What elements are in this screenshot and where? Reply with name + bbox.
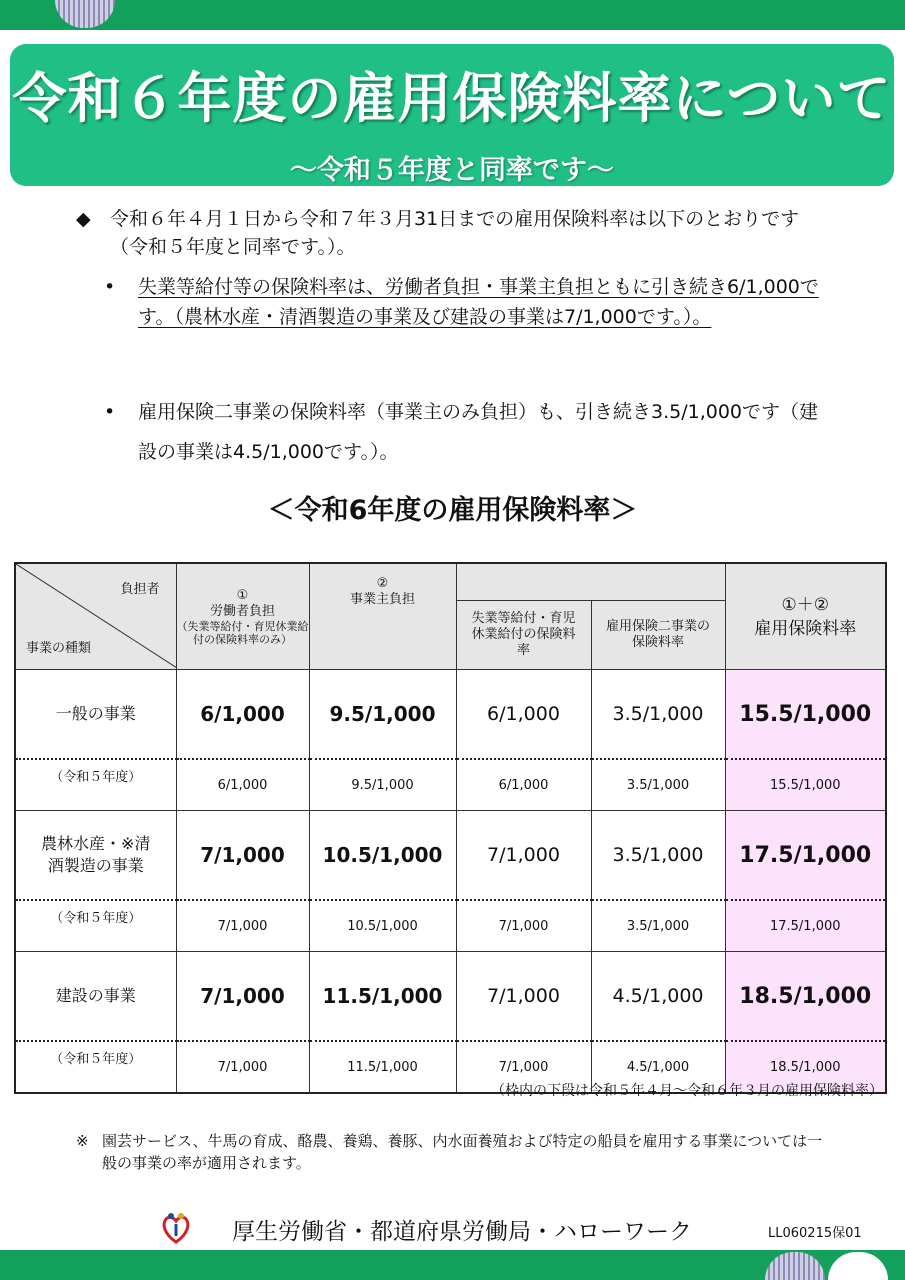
employer-two-projects-rate: 3.5/1,000 <box>591 670 725 760</box>
table-row-general-prev <box>15 759 886 811</box>
bullet-icon: • <box>104 276 116 298</box>
ministry-logo-icon <box>158 1210 194 1246</box>
bullet-item-two-projects-rate <box>104 392 824 472</box>
prev-year-label: （令和５年度） <box>15 1041 176 1093</box>
prev-worker-rate: 6/1,000 <box>176 759 309 811</box>
business-type-label: 事業の種類 <box>26 641 92 656</box>
diamond-icon: ◆ <box>76 208 91 230</box>
total-rate: 17.5/1,000 <box>725 811 886 901</box>
table-title: ＜令和6年度の雇用保険料率＞ <box>267 495 638 526</box>
worker-burden-header <box>176 563 309 670</box>
table-header-row <box>15 563 886 601</box>
business-type-general: 一般の事業 <box>15 670 176 760</box>
employer-burden-header <box>309 563 456 670</box>
employer-two-projects-rate: 4.5/1,000 <box>591 952 725 1042</box>
worker-rate: 6/1,000 <box>176 670 309 760</box>
reference-mark-icon: ※ <box>76 1132 89 1150</box>
bottom-stripe-decoration <box>765 1252 825 1280</box>
employer-unemployment-rate: 6/1,000 <box>456 670 591 760</box>
bottom-bar <box>0 1250 905 1280</box>
bottom-circle-decoration <box>828 1252 888 1280</box>
employer-rate: 10.5/1,000 <box>309 811 456 901</box>
prev-total-rate: 17.5/1,000 <box>725 900 886 952</box>
total-rate-header <box>725 563 886 670</box>
top-bar <box>0 0 905 30</box>
prev-employer-two-projects-rate: 3.5/1,000 <box>591 900 725 952</box>
prev-employer-rate: 9.5/1,000 <box>309 759 456 811</box>
worker-rate: 7/1,000 <box>176 811 309 901</box>
prev-year-label: （令和５年度） <box>15 759 176 811</box>
table-row-general <box>15 670 886 760</box>
period-note: （枠内の下段は令和５年４月～令和６年３月の雇用保険料率） <box>491 1083 883 1099</box>
prev-year-label: （令和５年度） <box>15 900 176 952</box>
prev-total-rate: 18.5/1,000 <box>725 1041 886 1093</box>
bullet-text: 失業等給付等の保険料率は、労働者負担・事業主負担ともに引き続き6/1,000です。（農林水産・清酒製造の事業及び建設の事業は7/1,000です。）。 <box>138 276 819 328</box>
diagonal-header-cell <box>15 563 176 670</box>
document-code: LL060215保01 <box>768 1226 862 1241</box>
table-row-construction <box>15 952 886 1042</box>
footer-organizations: 厚生労働省・都道府県労働局・ハローワーク <box>232 1219 692 1245</box>
prev-employer-rate: 11.5/1,000 <box>309 1041 456 1093</box>
prev-worker-rate: 7/1,000 <box>176 900 309 952</box>
employer-unemployment-header: 失業等給付・育児休業給付の保険料率 <box>456 601 591 670</box>
employer-unemployment-rate: 7/1,000 <box>456 952 591 1042</box>
employer-burden-label: 事業主負担 <box>349 592 415 607</box>
employer-rate: 9.5/1,000 <box>309 670 456 760</box>
top-stripe-decoration <box>55 0 115 28</box>
circle-two-label: ② <box>376 576 389 591</box>
business-type-construction: 建設の事業 <box>15 952 176 1042</box>
prev-employer-rate: 10.5/1,000 <box>309 900 456 952</box>
total-rate-label: 雇用保険料率 <box>754 618 857 639</box>
prev-employer-two-projects-rate: 4.5/1,000 <box>591 1041 725 1093</box>
total-rate: 18.5/1,000 <box>725 952 886 1042</box>
footnote <box>76 1130 836 1174</box>
worker-burden-label: 労働者負担 <box>209 603 275 619</box>
worker-burden-note: （失業等給付・育児休業給付の保険料率のみ） <box>176 619 309 646</box>
payer-label: 負担者 <box>120 582 160 597</box>
business-type-agriculture: 農林水産・※清酒製造の事業 <box>15 811 176 901</box>
bullet-icon: • <box>104 401 116 423</box>
prev-employer-unemployment-rate: 7/1,000 <box>456 900 591 952</box>
employer-two-projects-header: 雇用保険二事業の保険料率 <box>591 601 725 670</box>
prev-worker-rate: 7/1,000 <box>176 1041 309 1093</box>
table-row-agriculture-prev <box>15 900 886 952</box>
circle-sum-label: ①＋② <box>781 594 829 615</box>
total-rate: 15.5/1,000 <box>725 670 886 760</box>
employer-rate: 11.5/1,000 <box>309 952 456 1042</box>
header-banner <box>10 44 894 186</box>
bullet-text: 雇用保険二事業の保険料率（事業主のみ負担）も、引き続き3.5/1,000です（建設の事業は4.5/1,000です。）。 <box>138 401 819 463</box>
prev-employer-two-projects-rate: 3.5/1,000 <box>591 759 725 811</box>
prev-employer-unemployment-rate: 6/1,000 <box>456 759 591 811</box>
footnote-text: 園芸サービス、牛馬の育成、酪農、養鶏、養豚、内水面養殖および特定の船員を雇用する事業については一般の事業の率が適用されます。 <box>102 1132 823 1172</box>
prev-total-rate: 15.5/1,000 <box>725 759 886 811</box>
page-title: 令和６年度の雇用保険料率について <box>12 67 892 130</box>
table-row-agriculture <box>15 811 886 901</box>
circle-one-label: ① <box>236 587 249 603</box>
intro-text: 令和６年４月１日から令和７年３月31日までの雇用保険料率は以下のとおりです（令和５年度と同率です。）。 <box>110 208 800 258</box>
intro-paragraph <box>76 205 836 261</box>
employer-two-projects-rate: 3.5/1,000 <box>591 811 725 901</box>
page-subtitle: ～令和５年度と同率です～ <box>290 155 614 186</box>
employer-breakdown-spacer <box>456 563 725 601</box>
rate-table <box>14 562 887 1094</box>
bullet-item-unemployment-rate <box>104 272 824 332</box>
prev-employer-unemployment-rate: 7/1,000 <box>456 1041 591 1093</box>
employer-unemployment-rate: 7/1,000 <box>456 811 591 901</box>
worker-rate: 7/1,000 <box>176 952 309 1042</box>
